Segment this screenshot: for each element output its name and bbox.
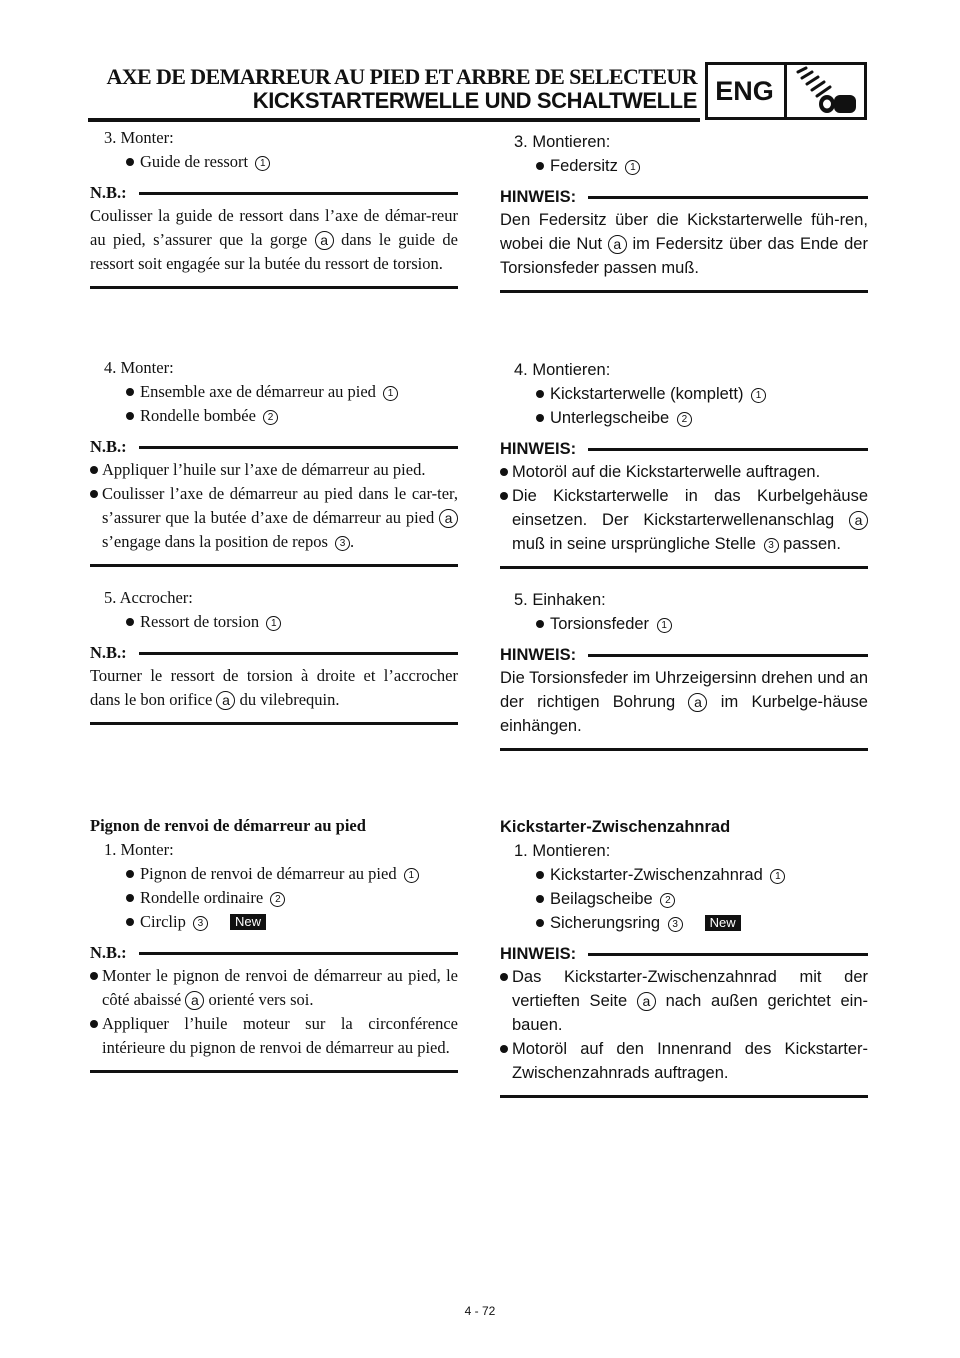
callout-letter: a xyxy=(637,992,656,1011)
note-header: N.B.: xyxy=(90,642,458,664)
bullet-icon xyxy=(126,158,134,166)
bullet-icon xyxy=(90,972,98,980)
note-text: Coulisser la guide de ressort dans l’axe de démar-reur au pied, s’assurer que la gorge a dans le guide de ressort soit engagée sur la butée du ressort de torsion. xyxy=(90,206,458,273)
note-bullet: Motoröl auf den Innenrand des Kickstarter-Zwischenzahnrads auftragen. xyxy=(500,1037,868,1085)
callout-number: 1 xyxy=(266,616,281,631)
list-item: Circlip 3 New xyxy=(90,910,458,934)
note-end-rule xyxy=(500,566,868,569)
note-bullet: Die Kickstarterwelle in das Kurbelgehäuse einsetzen. Der Kickstarterwellenanschlag a muß in seine ursprüngliche Stelle 3 passen. xyxy=(500,484,868,556)
list-item: Rondelle bombée 2 xyxy=(90,404,458,428)
step-label: 3. Montieren: xyxy=(514,133,611,151)
callout-letter: a xyxy=(185,991,204,1010)
bullet-icon xyxy=(126,412,134,420)
note-end-rule xyxy=(90,564,458,567)
callout-number: 1 xyxy=(404,868,419,883)
step-label: 1. Montieren: xyxy=(514,842,611,860)
list-item: Guide de ressort 1 xyxy=(90,150,458,174)
bullet-icon xyxy=(536,620,544,628)
engine-spring-icon xyxy=(790,66,864,116)
callout-letter: a xyxy=(216,691,235,710)
note-text: Die Torsionsfeder im Uhrzeigersinn drehen und an der richtigen Bohrung a im Kurbelge-häuse einhängen. xyxy=(500,669,868,735)
callout-letter: a xyxy=(608,235,627,254)
list-item: Sicherungsring 3 New xyxy=(500,911,868,935)
bullet-icon xyxy=(500,973,508,981)
callout-number: 2 xyxy=(263,410,278,425)
list-item: Rondelle ordinaire 2 xyxy=(90,886,458,910)
de-step-4 xyxy=(500,358,868,569)
page-number: 4 - 72 xyxy=(464,1304,496,1318)
bullet-icon xyxy=(126,618,134,626)
bullet-icon xyxy=(536,871,544,879)
list-item: Torsionsfeder 1 xyxy=(500,612,868,636)
chapter-badge-label: ENG xyxy=(705,62,787,120)
note-header: N.B.: xyxy=(90,942,458,964)
callout-number: 2 xyxy=(677,412,692,427)
step-label: 4. Montieren: xyxy=(514,361,611,379)
list-item: Ensemble axe de démarreur au pied 1 xyxy=(90,380,458,404)
list-item: Pignon de renvoi de démarreur au pied 1 xyxy=(90,862,458,886)
bullet-icon xyxy=(536,390,544,398)
fr-step-5 xyxy=(90,586,458,725)
bullet-icon xyxy=(90,466,98,474)
step-label: 1. Monter: xyxy=(104,840,174,859)
list-item: Unterlegscheibe 2 xyxy=(500,406,868,430)
bullet-icon xyxy=(126,918,134,926)
bullet-icon xyxy=(536,414,544,422)
section-title-german: KICKSTARTERWELLE UND SCHALTWELLE xyxy=(252,88,697,113)
de-kick-idler-gear xyxy=(500,815,868,1098)
note-end-rule xyxy=(500,1095,868,1098)
note-header: HINWEIS: xyxy=(500,943,868,965)
fr-step-4 xyxy=(90,356,458,567)
bullet-icon xyxy=(500,1045,508,1053)
note-bullet: Das Kickstarter-Zwischenzahnrad mit der vertieften Seite a nach außen gerichtet ein-bauen. xyxy=(500,965,868,1037)
section-title-french: AXE DE DEMARREUR AU PIED ET ARBRE DE SELECTEUR xyxy=(106,64,697,89)
callout-number: 1 xyxy=(255,156,270,171)
bullet-icon xyxy=(90,1020,98,1028)
list-item: Ressort de torsion 1 xyxy=(90,610,458,634)
note-bullet: Appliquer l’huile moteur sur la circonférence intérieure du pignon de renvoi de démarreur au pied. xyxy=(90,1012,458,1060)
step-label: 5. Accrocher: xyxy=(104,588,193,607)
callout-number: 3 xyxy=(193,916,208,931)
header-rule xyxy=(88,118,700,122)
callout-letter: a xyxy=(688,693,707,712)
callout-letter: a xyxy=(849,511,868,530)
bullet-icon xyxy=(500,492,508,500)
callout-number: 3 xyxy=(764,538,779,553)
list-item: Kickstarterwelle (komplett) 1 xyxy=(500,382,868,406)
subsection-title: Pignon de renvoi de démarreur au pied xyxy=(90,816,366,835)
note-bullet: Motoröl auf die Kickstarterwelle auftragen. xyxy=(500,460,868,484)
callout-number: 3 xyxy=(335,536,350,551)
bullet-icon xyxy=(536,162,544,170)
callout-number: 3 xyxy=(668,917,683,932)
list-item: Federsitz 1 xyxy=(500,154,868,178)
callout-number: 1 xyxy=(751,388,766,403)
callout-letter: a xyxy=(315,231,334,250)
bullet-icon xyxy=(500,468,508,476)
note-bullet: Appliquer l’huile sur l’axe de démarreur au pied. xyxy=(90,458,458,482)
list-item: Beilagscheibe 2 xyxy=(500,887,868,911)
de-step-3 xyxy=(500,130,868,293)
callout-number: 1 xyxy=(770,869,785,884)
bullet-icon xyxy=(536,895,544,903)
subsection-title: Kickstarter-Zwischenzahnrad xyxy=(500,818,731,836)
note-bullet: Coulisser l’axe de démarreur au pied dans le car-ter, s’assurer que la butée d’axe de démarreur au pied a s’engage dans la position de repos 3 . xyxy=(90,482,458,554)
new-part-badge: New xyxy=(230,914,266,930)
note-bullet: Monter le pignon de renvoi de démarreur au pied, le côté abaissé a orienté vers soi. xyxy=(90,964,458,1012)
note-end-rule xyxy=(90,1070,458,1073)
bullet-icon xyxy=(126,894,134,902)
callout-number: 2 xyxy=(660,893,675,908)
list-item: Kickstarter-Zwischenzahnrad 1 xyxy=(500,863,868,887)
new-part-badge: New xyxy=(705,915,741,931)
note-header: HINWEIS: xyxy=(500,186,868,208)
note-header: HINWEIS: xyxy=(500,438,868,460)
de-step-5 xyxy=(500,588,868,751)
note-header: N.B.: xyxy=(90,182,458,204)
callout-letter: a xyxy=(439,509,458,528)
bullet-icon xyxy=(126,388,134,396)
note-text: Den Federsitz über die Kickstarterwelle füh-ren, wobei die Nut a im Federsitz über das Ende der Torsionsfeder passen muß. xyxy=(500,211,868,277)
note-end-rule xyxy=(90,286,458,289)
step-label: 3. Monter: xyxy=(104,128,174,147)
bullet-icon xyxy=(536,919,544,927)
fr-step-3 xyxy=(90,126,458,289)
callout-number: 1 xyxy=(657,618,672,633)
note-header: N.B.: xyxy=(90,436,458,458)
step-label: 5. Einhaken: xyxy=(514,591,606,609)
bullet-icon xyxy=(90,490,98,498)
note-header: HINWEIS: xyxy=(500,644,868,666)
note-text: Tourner le ressort de torsion à droite et l’accrocher dans le bon orifice a du vilebrequin. xyxy=(90,666,458,709)
note-end-rule xyxy=(500,748,868,751)
callout-number: 1 xyxy=(625,160,640,175)
callout-number: 1 xyxy=(383,386,398,401)
step-label: 4. Monter: xyxy=(104,358,174,377)
bullet-icon xyxy=(126,870,134,878)
note-end-rule xyxy=(500,290,868,293)
callout-number: 2 xyxy=(270,892,285,907)
fr-kick-idler-gear xyxy=(90,814,458,1073)
note-end-rule xyxy=(90,722,458,725)
